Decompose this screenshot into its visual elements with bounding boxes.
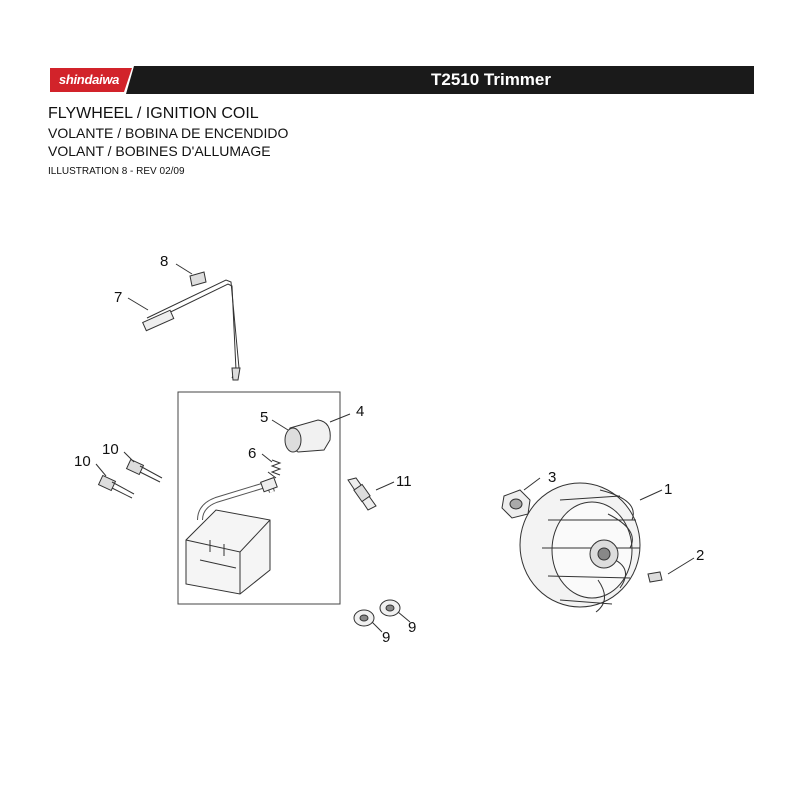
callout-2: 2 (696, 547, 705, 564)
callout-5: 5 (260, 409, 269, 426)
illustration-revision: ILLUSTRATION 8 - REV 02/09 (48, 166, 185, 177)
callout-10-lower: 10 (74, 453, 91, 470)
flywheel-key (648, 572, 662, 582)
title-english: FLYWHEEL / IGNITION COIL (48, 105, 259, 122)
title-spanish: VOLANTE / BOBINA DE ENCENDIDO (48, 125, 289, 141)
flywheel (520, 483, 640, 612)
callout-8: 8 (160, 253, 169, 270)
boot-spring (268, 460, 280, 478)
ignition-coil-body (186, 478, 277, 594)
callout-7: 7 (114, 289, 123, 306)
callout-10-upper: 10 (102, 441, 119, 458)
brand-logo-text: shindaiwa (58, 72, 120, 87)
callout-6: 6 (248, 445, 257, 462)
callout-1: 1 (664, 481, 673, 498)
stop-wire-assembly (143, 272, 240, 380)
spark-plug-boot (285, 420, 330, 452)
title-french: VOLANT / BOBINES D'ALLUMAGE (48, 143, 271, 159)
spark-plug (348, 478, 376, 510)
flywheel-nut (502, 490, 530, 518)
spacers (354, 600, 400, 626)
callout-11: 11 (396, 473, 412, 490)
page-title: T2510 Trimmer (430, 70, 551, 89)
mounting-bolts (99, 460, 162, 498)
callout-9-right: 9 (408, 619, 417, 636)
callout-9-left: 9 (382, 629, 391, 646)
callout-4: 4 (356, 403, 365, 420)
wire-clip (190, 272, 206, 286)
callout-3: 3 (548, 469, 557, 486)
